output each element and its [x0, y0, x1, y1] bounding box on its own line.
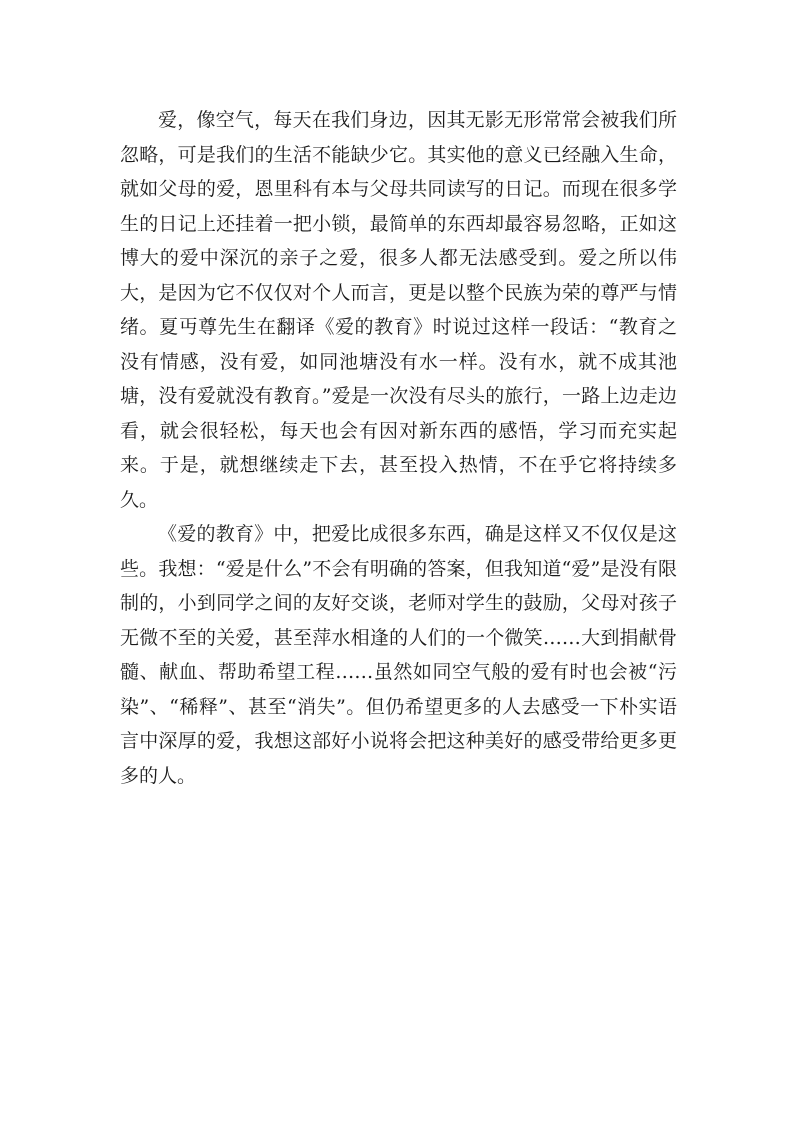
document-page — [120, 103, 677, 793]
paragraph-1: 爱，像空气，每天在我们身边，因其无影无形常常会被我们所忽略，可是我们的生活不能缺少它。其实他的意义已经融入生命，就如父母的爱，恩里科有本与父母共同读写的日记。而现在很多学生的日记上还挂着一把小锁，最简单的东西却最容易忽略，正如这博大的爱中深沉的亲子之爱，很多人都无法感受到。爱之所以伟大，是因为它不仅仅对个人而言，更是以整个民族为荣的尊严与情绪。夏丏尊先生在翻译《爱的教育》时说过这样一段话：“教育之没有情感，没有爱，如同池塘没有水一样。没有水，就不成其池塘，没有爱就没有教育。”爱是一次没有尽头的旅行，一路上边走边看，就会很轻松，每天也会有因对新东西的感悟，学习而充实起来。于是，就想继续走下去，甚至投入热情，不在乎它将持续多久。 — [120, 109, 677, 511]
paragraph-2: 《爱的教育》中，把爱比成很多东西，确是这样又不仅仅是这些。我想：“爱是什么”不会有明确的答案，但我知道“爱”是没有限制的，小到同学之间的友好交谈，老师对学生的鼓励，父母对孩子无微不至的关爱，甚至萍水相逢的人们的一个微笑……大到捐献骨髓、献血、帮助希望工程……虽然如同空气般的爱有时也会被“污染”、“稀释”、甚至“消失”。但仍希望更多的人去感受一下朴实语言中深厚的爱，我想这部好小说将会把这种美好的感受带给更多更多的人。 — [120, 523, 677, 787]
